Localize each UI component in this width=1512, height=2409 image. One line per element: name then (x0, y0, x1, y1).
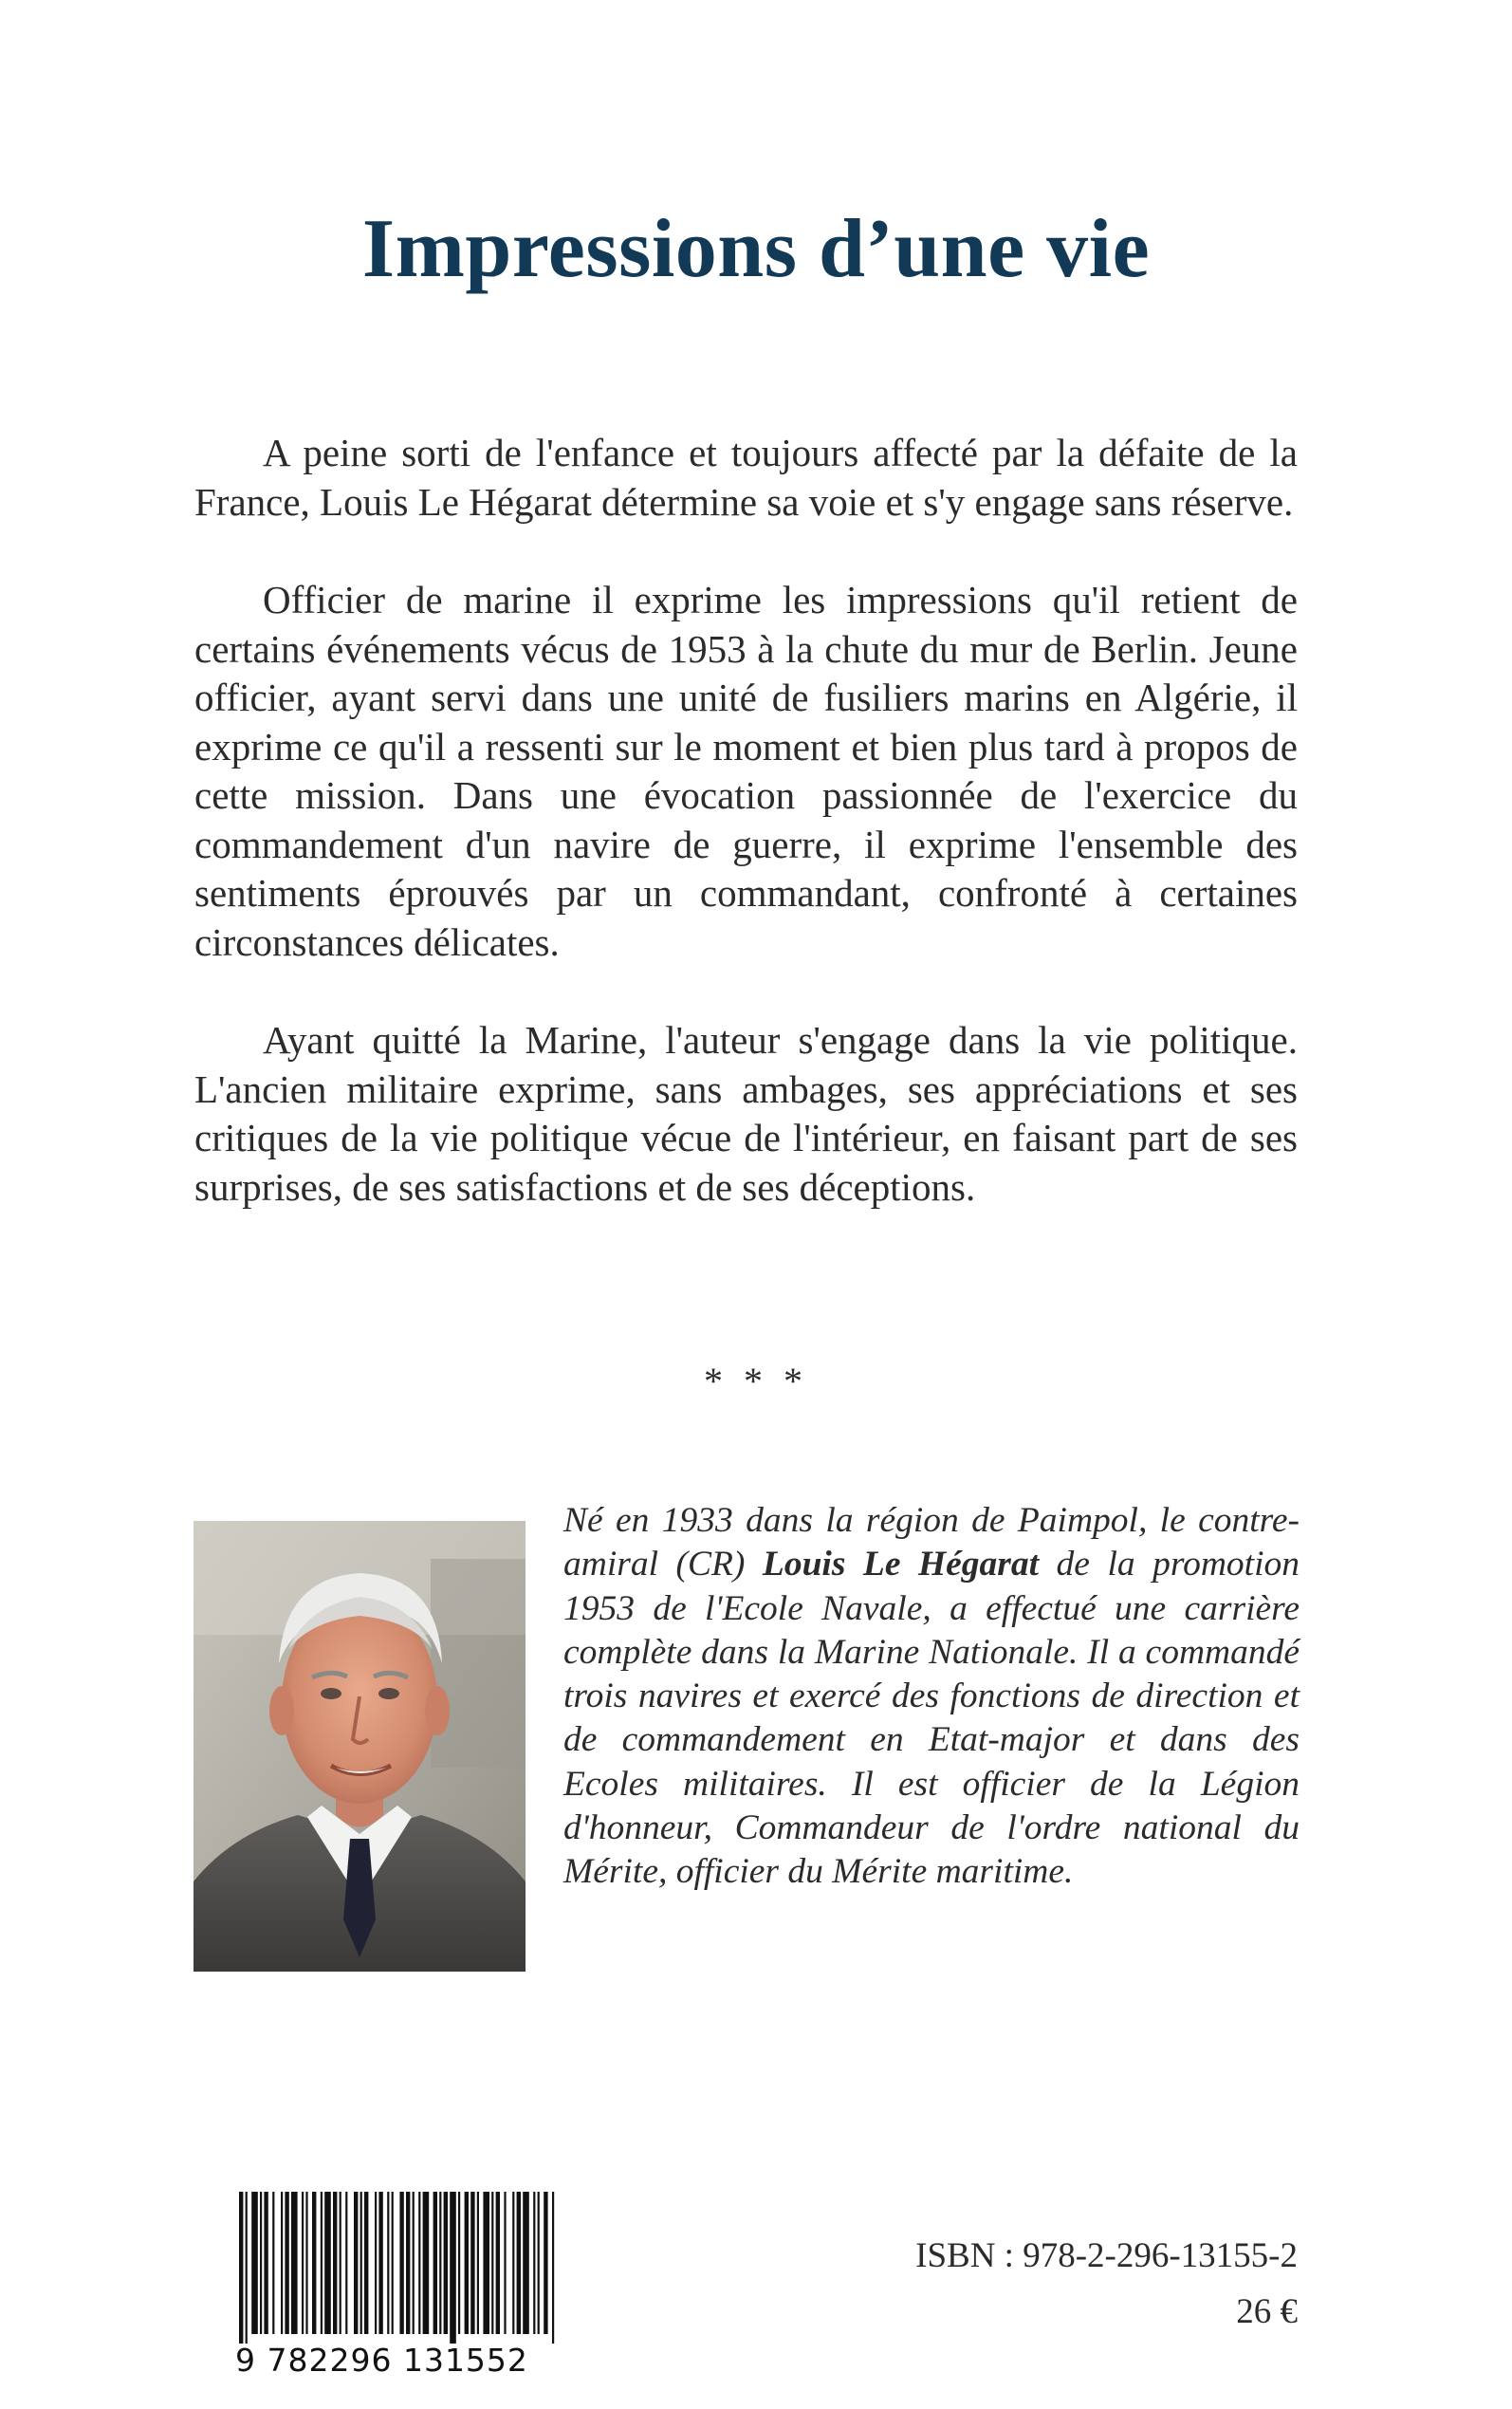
barcode-bar (291, 2192, 298, 2334)
barcode-bar (324, 2192, 331, 2334)
barcode-bar (523, 2192, 529, 2334)
barcode-bar (399, 2192, 403, 2334)
barcode-bar (305, 2192, 307, 2334)
barcode-bar (321, 2192, 323, 2334)
barcode-bar (360, 2192, 362, 2334)
barcode-bar (333, 2192, 337, 2334)
barcode-bar (285, 2192, 288, 2334)
barcode-bar (392, 2192, 394, 2334)
barcode-bar (272, 2192, 274, 2334)
barcode-bar (450, 2192, 456, 2344)
author-bio-text-cont: de la promotion 1953 de l'Ecole Navale, a effectué une carrière complète dans la Marine Nationale. Il a commandé trois navires et exercé des fonctions de direction et de commandement en Etat-major et dans des Ecoles militaires. Il est officier de la Légion d'honneur, Commandeur de l'ordre national du Mérite, officier du Mérite maritime. (563, 1545, 1300, 1892)
barcode-bar (413, 2192, 415, 2334)
barcode-bar (458, 2192, 460, 2334)
barcode-bar (477, 2192, 479, 2334)
section-separator: * * * (704, 1360, 808, 1402)
book-title: Impressions d’une vie (361, 203, 1151, 295)
barcode-bar (517, 2192, 521, 2334)
author-bio-text: Né en 1933 dans la région de Paimpol, le contre-amiral (CR) (563, 1501, 1300, 1584)
barcode-bar (246, 2192, 248, 2344)
barcode-bar (496, 2192, 500, 2334)
isbn-barcode (235, 2192, 558, 2344)
barcode-bar (375, 2192, 377, 2334)
author-name: Louis Le Hégarat (762, 1545, 1040, 1584)
barcode-bar (340, 2192, 341, 2334)
barcode-bar (354, 2192, 358, 2334)
summary-paragraph-1: A peine sorti de l'enfance et toujours affecté par la défaite de la France, Louis Le Hégarat détermine sa voie et s'y engage sans réserve. (194, 431, 1298, 524)
barcode-bar (378, 2192, 382, 2334)
price: 26 € (1236, 2292, 1298, 2331)
author-portrait-icon (194, 1521, 526, 1972)
author-photo (194, 1521, 526, 1972)
barcode-bar (465, 2192, 469, 2334)
barcode-bar (418, 2192, 420, 2334)
barcode-bar (538, 2192, 540, 2334)
isbn-number: ISBN : 978-2-296-13155-2 (915, 2236, 1298, 2275)
barcode-bar (433, 2192, 437, 2334)
barcode-bar (470, 2192, 474, 2334)
barcode-bar (406, 2192, 410, 2334)
barcode-bar (552, 2192, 554, 2344)
barcode-bar (251, 2192, 258, 2334)
barcode-bar (345, 2192, 347, 2334)
barcode-bar (281, 2192, 283, 2334)
barcode-bar (491, 2192, 493, 2334)
barcode-bar (533, 2192, 535, 2334)
barcode-bar (260, 2192, 262, 2334)
barcode-bar (504, 2192, 506, 2334)
summary-text (194, 429, 1298, 1261)
barcode-bar (423, 2192, 430, 2334)
barcode-bar (444, 2192, 448, 2334)
barcode-bar (544, 2192, 547, 2334)
barcode-bar (364, 2192, 368, 2334)
barcode-bar (387, 2192, 389, 2334)
barcode-bar (512, 2192, 514, 2334)
barcode-bar (312, 2192, 316, 2334)
barcode-bar (483, 2192, 489, 2334)
barcode-bar (264, 2192, 267, 2334)
barcode-bar (439, 2192, 441, 2334)
barcode-bars (235, 2192, 558, 2344)
barcode-digits: 9 782296 131552 (235, 2342, 528, 2379)
author-bio (563, 1499, 1300, 1895)
barcode-bar (302, 2192, 304, 2334)
summary-paragraph-2: Officier de marine il exprime les impressions qu'il retient de certains événements vécus de 1953 à la chute du mur de Berlin. Jeune officier, ayant servi dans une unité de fusiliers marins en Algérie, il exprime ce qu'il a ressenti sur le moment et bien plus tard à propos de cette mission. Dans une évocation passionnée de l'exercice du commandement d'un navire de guerre, il exprime l'ensemble des sentiments éprouvés par un commandant, confronté à certaines circonstances délicates. (194, 578, 1298, 964)
barcode-bar (239, 2192, 243, 2344)
summary-paragraph-3: Ayant quitté la Marine, l'auteur s'engage dans la vie politique. L'ancien militaire exprime, sans ambages, ses appréciations et ses critiques de la vie politique vécue de l'intérieur, en faisant part de ses surprises, de ses satisfactions et de ses déceptions. (194, 1018, 1298, 1209)
